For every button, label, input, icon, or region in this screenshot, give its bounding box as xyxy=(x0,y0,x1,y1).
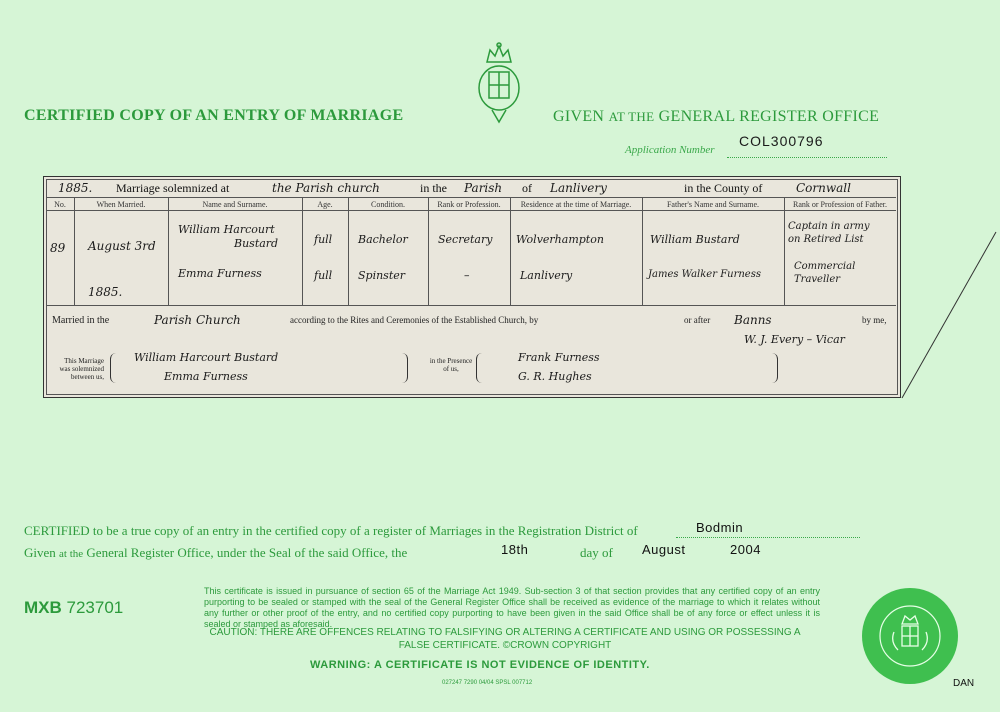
certification-line-1: CERTIFIED to be a true copy of an entry in the certified copy of a register of Marriages in the Registration District of xyxy=(24,523,638,538)
by-banns: Banns xyxy=(734,313,772,327)
application-number-label: Application Number xyxy=(625,144,715,156)
certified-month: August xyxy=(642,542,686,557)
col-father-rank: Rank or Profession of Father. xyxy=(793,200,887,209)
county-name: Cornwall xyxy=(796,181,851,195)
groom-father-rank-2: on Retired List xyxy=(788,234,864,245)
groom-father: William Bustard xyxy=(650,233,740,246)
of-label: of xyxy=(522,181,532,195)
application-number: COL300796 xyxy=(739,133,824,149)
groom-name-2: Bustard xyxy=(234,237,279,250)
bride-father-rank-2: Traveller xyxy=(794,274,841,285)
bride-father: James Walker Furness xyxy=(648,269,761,280)
certification-line-2: Given at the General Register Office, under the Seal of the said Office, the xyxy=(24,545,408,560)
certified-day: 18th xyxy=(501,542,529,557)
col-age: Age. xyxy=(317,200,333,209)
general-register-office-seal-icon xyxy=(860,586,960,686)
when-married-year: 1885. xyxy=(88,285,123,299)
groom-condition: Bachelor xyxy=(358,233,408,246)
caution-notice: CAUTION: THERE ARE OFFENCES RELATING TO FALSIFYING OR ALTERING A CERTIFICATE AND USING OR POSSESSING A FALSE CERTIFICATE. ©CROWN COPYRIGHT xyxy=(209,627,801,651)
presence-label: in the Presence of us, xyxy=(429,357,473,373)
groom-name-1: William Harcourt xyxy=(178,223,275,236)
col-name: Name and Surname. xyxy=(202,200,268,209)
identity-warning: WARNING: A CERTIFICATE IS NOT EVIDENCE OF IDENTITY. xyxy=(310,659,650,671)
col-condition: Condition. xyxy=(370,200,405,209)
royal-crest-icon xyxy=(470,40,528,125)
groom-father-rank-1: Captain in army xyxy=(788,221,870,232)
bride-condition: Spinster xyxy=(358,269,406,282)
parish-name: Lanlivery xyxy=(550,181,607,195)
col-when-married: When Married. xyxy=(96,200,146,209)
dan-mark: DAN xyxy=(953,678,975,689)
rites-text: according to the Rites and Ceremonies of the Established Church, by xyxy=(290,315,539,325)
parish-word: Parish xyxy=(464,181,503,195)
bride-rank: – xyxy=(464,269,470,282)
certificate-title: CERTIFIED COPY OF AN ENTRY OF MARRIAGE xyxy=(24,107,404,124)
witness-2: G. R. Hughes xyxy=(518,370,592,383)
solemnized-place: the Parish church xyxy=(272,181,380,195)
witness-1: Frank Furness xyxy=(518,351,600,364)
or-after-label: or after xyxy=(684,315,711,325)
officiant: W. J. Every – Vicar xyxy=(744,333,845,346)
day-of-label: day of xyxy=(580,545,613,560)
by-me-label: by me, xyxy=(862,315,887,325)
issuing-office-title: GIVEN AT THE GENERAL REGISTER OFFICE xyxy=(553,108,880,125)
legal-notice: This certificate is issued in pursuance of section 65 of the Marriage Act 1949. Sub-section 3 of that section provides that any certified copy of an entry purporting to be sealed or stamped with the seal of the General Register Office shall be received as evidence of the marriage to which it relates without any further or other proof of the entry, and no certified copy purporting to have been given in the said Office shall be of any force or effect unless it is sealed or stamped as aforesaid. xyxy=(204,586,820,629)
bride-name: Emma Furness xyxy=(178,267,262,280)
registration-district: Bodmin xyxy=(696,520,744,535)
bride-age: full xyxy=(314,269,333,282)
married-in-label: Married in the xyxy=(52,315,110,326)
certified-year: 2004 xyxy=(730,542,761,557)
married-in-place: Parish Church xyxy=(154,313,241,327)
marriage-between-label: This Marriage was solemnized between us, xyxy=(59,357,104,381)
col-residence: Residence at the time of Marriage. xyxy=(520,200,632,209)
col-father: Father's Name and Surname. xyxy=(666,200,760,209)
when-married: August 3rd xyxy=(88,239,156,253)
bride-father-rank-1: Commercial xyxy=(794,261,856,272)
bride-residence: Lanlivery xyxy=(520,269,573,282)
register-year: 1885. xyxy=(58,181,93,195)
groom-age: full xyxy=(314,233,333,246)
serial-number: MXB 723701 xyxy=(24,598,124,617)
print-code: 027247 7290 04/04 SPSL 007712 xyxy=(442,680,533,686)
application-number-line xyxy=(727,151,887,158)
cancel-stroke xyxy=(898,230,998,400)
register-entry xyxy=(43,176,901,398)
county-label: in the County of xyxy=(684,181,763,195)
entry-number: 89 xyxy=(50,241,66,255)
bride-signature: Emma Furness xyxy=(164,370,248,383)
groom-rank: Secretary xyxy=(438,233,493,246)
col-no: No. xyxy=(54,200,66,209)
groom-residence: Wolverhampton xyxy=(516,233,604,246)
solemnized-label: Marriage solemnized at xyxy=(116,181,230,195)
in-the-label: in the xyxy=(420,181,447,195)
groom-signature: William Harcourt Bustard xyxy=(134,351,279,364)
col-rank: Rank or Profession. xyxy=(437,200,501,209)
